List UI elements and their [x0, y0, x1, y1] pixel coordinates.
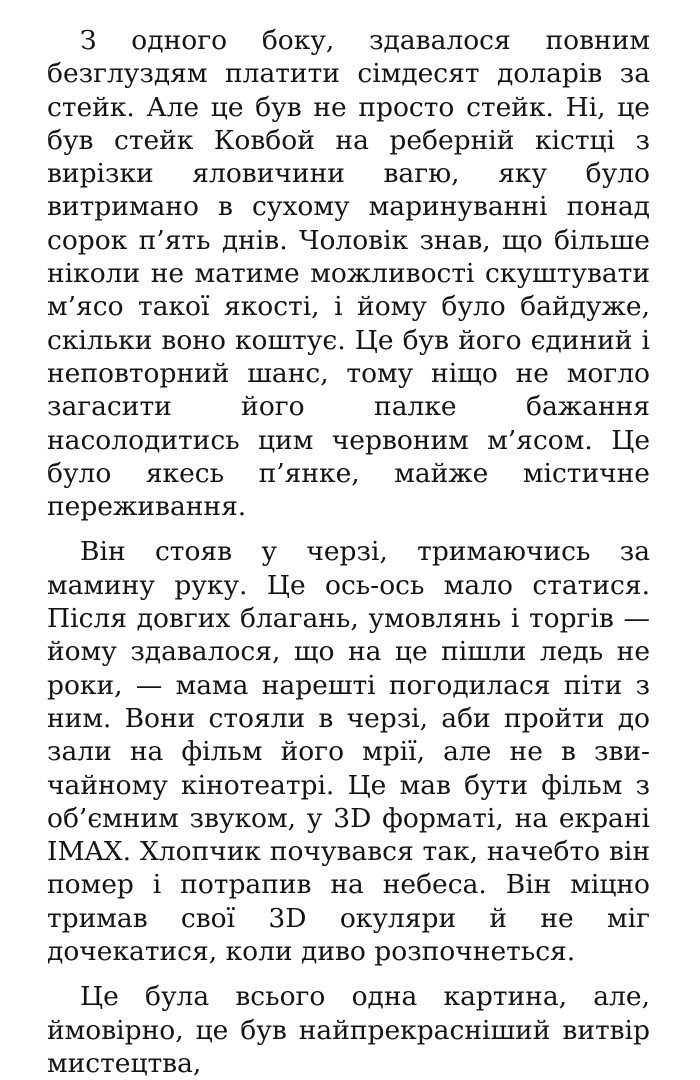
paragraph-painting: Це була всього одна картина, але, ймовірно, це був найпрекрасніший витвір мистецтва,	[47, 981, 650, 1079]
paragraph-steak: З одного боку, здавалося повним безглуздям платити сімдесят доларів за стейк. Але це був не просто стейк. Ні, це був стейк Ковбой на реберній кістці з вирізки яловичини вагю, яку було витримано в сухому маринуванні понад сорок п’ять днів. Чоловік знав, що більше ніколи не матиме можливості скуштувати м’ясо такої якості, і йому було байдуже, скільки воно коштує. Це був його єдиний і неповторний шанс, тому ніщо не могло загасити його палке бажання насолодитись цим червоним м’ясом. Це було якесь п’янке, майже містичне переживання.	[47, 25, 650, 523]
paragraph-cinema: Він стояв у черзі, тримаючись за мамину руку. Це ось-ось мало статися. Після довгих благань, умовлянь і торгів — йому здавалося, що на це пішли ледь не роки, — мама нарешті погодилася піти з ним. Вони стояли в черзі, аби пройти до зали на фільм його мрії, але не в звичайному кінотеатрі. Це мав бути фільм з об’ємним звуком, у 3D форматі, на екрані IMAX. Хлопчик почувався так, начебто він помер і потрапив на небеса. Він міцно тримав свої 3D окуляри й не міг дочекатися, коли диво розпочнеться.	[47, 536, 650, 968]
document-page	[47, 24, 650, 1080]
